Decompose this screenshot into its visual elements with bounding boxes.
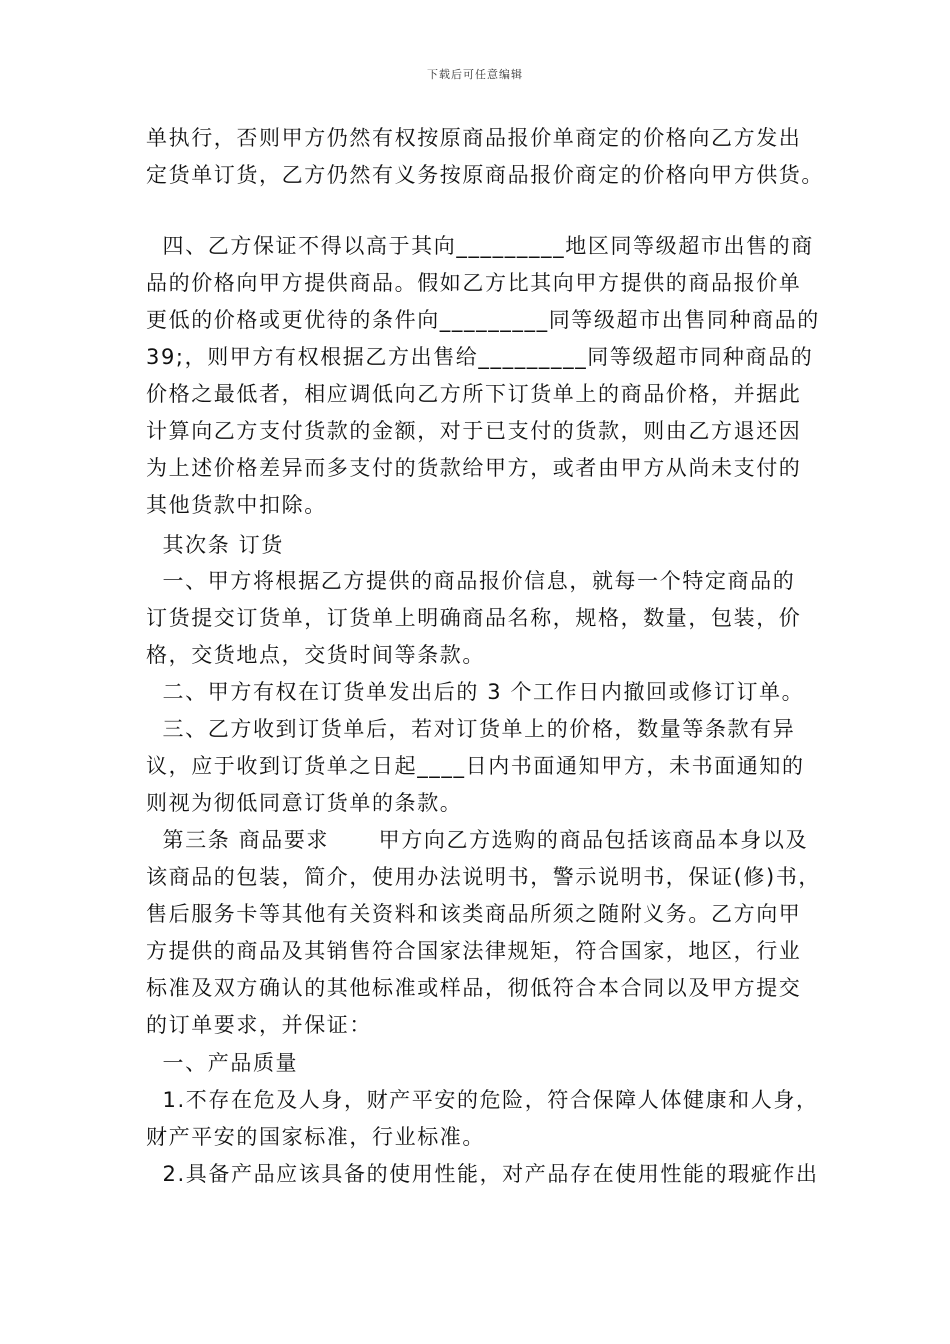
body-line-14: 格，交货地点，交货时间等条款。 [146, 643, 485, 667]
body-line-28: 2.具备产品应该具备的使用性能，对产品存在使用性能的瑕疵作出 [146, 1162, 819, 1186]
body-line-13: 订货提交订货单，订货单上明确商品名称，规格，数量，包装，价 [146, 606, 802, 630]
body-line-17: 议，应于收到订货单之日起____日内书面通知甲方，未书面通知的 [146, 754, 805, 778]
body-line-2: 定货单订货，乙方仍然有义务按原商品报价商定的价格向甲方供货。 [146, 163, 824, 187]
subsection-heading: 一、产品质量 [146, 1051, 299, 1075]
body-line-21: 售后服务卡等其他有关资料和该类商品所须之随附义务。乙方向甲 [146, 902, 802, 926]
body-line-22: 方提供的商品及其销售符合国家法律规矩，符合国家，地区，行业 [146, 939, 802, 963]
body-line-6: 39;，则甲方有权根据乙方出售给_________同等级超市同种商品的 [146, 345, 814, 369]
body-line-27: 财产平安的国家标准，行业标准。 [146, 1125, 485, 1149]
body-line-3: 四、乙方保证不得以高于其向_________地区同等级超市出售的商 [146, 234, 814, 258]
body-line-23: 标准及双方确认的其他标准或样品，彻低符合本合同以及甲方提交 [146, 976, 802, 1000]
body-line-5: 更低的价格或更优待的条件向_________同等级超市出售同种商品的 [146, 308, 820, 332]
body-line-12: 一、甲方将根据乙方提供的商品报价信息，就每一个特定商品的 [146, 569, 796, 593]
body-line-9: 为上述价格差异而多支付的货款给甲方，或者由甲方从尚未支付的 [146, 456, 802, 480]
body-line-10: 其他货款中扣除。 [146, 493, 327, 517]
section-heading-2: 其次条 订货 [146, 533, 284, 557]
body-line-7: 价格之最低者，相应调低向乙方所下订货单上的商品价格，并据此 [146, 382, 802, 406]
body-line-20: 该商品的包装，简介，使用办法说明书，警示说明书，保证(修)书， [146, 865, 821, 889]
body-line-18: 则视为彻低同意订货单的条款。 [146, 791, 463, 815]
body-line-1: 单执行，否则甲方仍然有权按原商品报价单商定的价格向乙方发出 [146, 126, 802, 150]
body-line-4: 品的价格向甲方提供商品。假如乙方比其向甲方提供的商品报价单 [146, 271, 802, 295]
body-line-8: 计算向乙方支付货款的金额，对于已支付的货款，则由乙方退还因 [146, 419, 802, 443]
section-heading-3: 第三条 商品要求 甲方向乙方选购的商品包括该商品本身以及 [146, 828, 809, 852]
body-line-24: 的订单要求，并保证： [146, 1013, 372, 1037]
page-header: 下载后可任意编辑 [427, 68, 523, 81]
body-line-26: 1.不存在危及人身，财产平安的危险，符合保障人体健康和人身， [146, 1088, 819, 1112]
body-line-16: 三、乙方收到订货单后，若对订货单上的价格，数量等条款有异 [146, 717, 796, 741]
body-line-15: 二、甲方有权在订货单发出后的 3 个工作日内撤回或修订订单。 [146, 680, 805, 704]
